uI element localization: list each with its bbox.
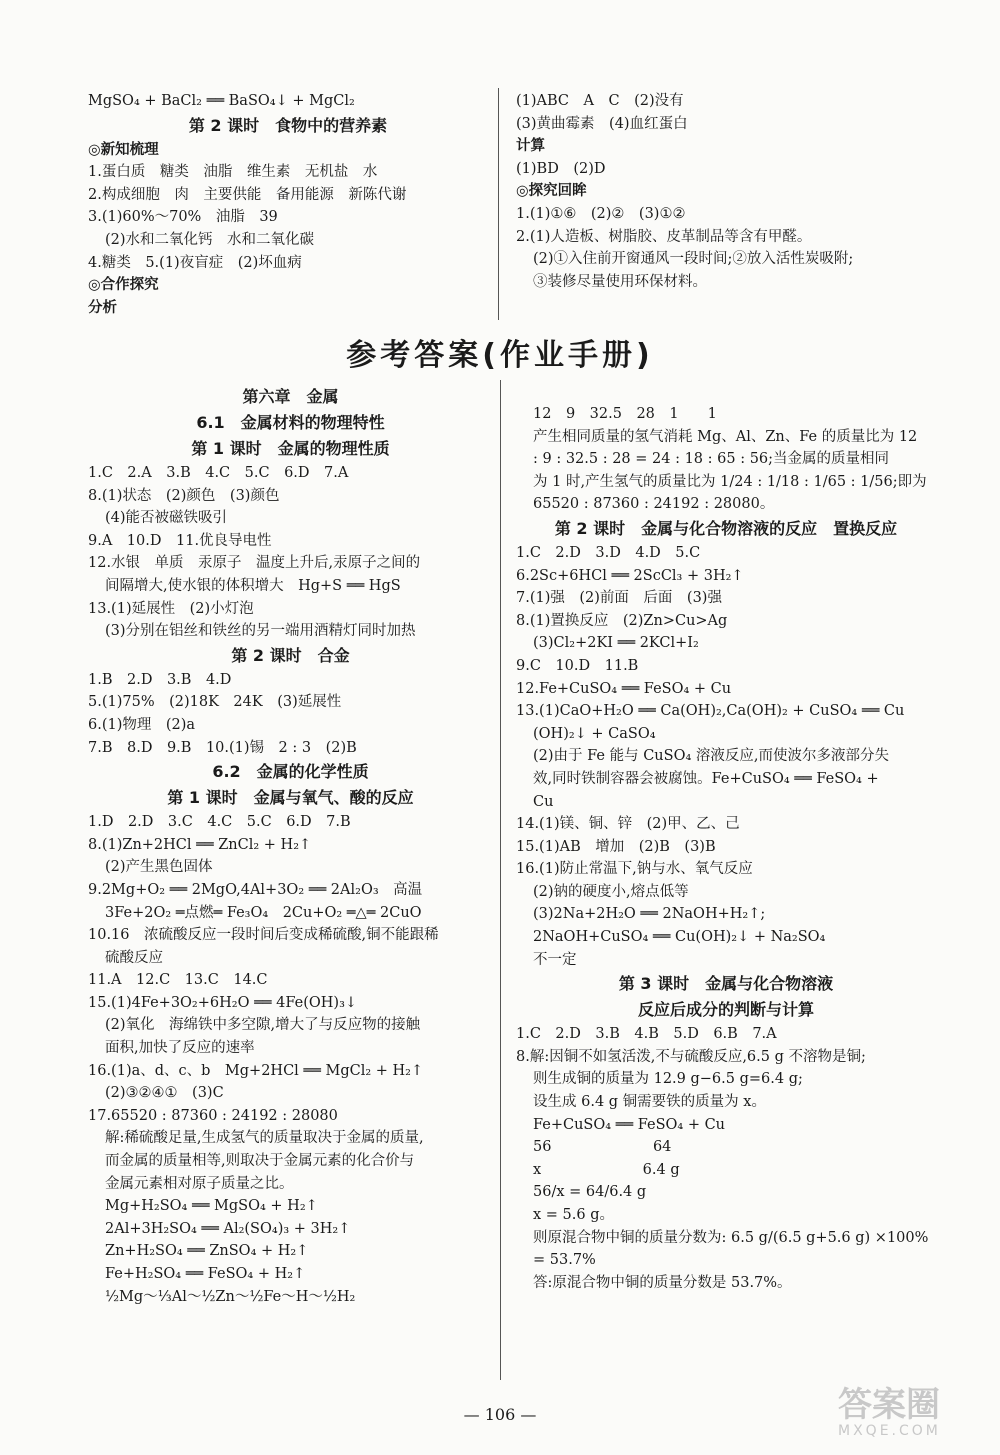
answer-line: 1.B 2.D 3.B 4.D <box>88 671 232 688</box>
answer-line: 9.2Mg+O₂ ══ 2MgO,4Al+3O₂ ══ 2Al₂O₃ 高温 <box>88 881 423 898</box>
answer-line: 分析 <box>88 299 117 316</box>
page-title: 参考答案(作业手册) <box>346 338 654 373</box>
answer-line: ◎合作探究 <box>88 277 159 294</box>
main-column-divider <box>500 380 501 1380</box>
answer-line: 效,同时铁制容器会被腐蚀。Fe+CuSO₄ ══ FeSO₄ + <box>533 770 879 787</box>
answer-line: (1)BD (2)D <box>516 160 606 177</box>
answer-line: (3)Cl₂+2KI ══ 2KCl+I₂ <box>533 635 699 652</box>
answer-line: 5.(1)75% (2)18K 24K (3)延展性 <box>88 694 342 711</box>
answer-line: 则原混合物中铜的质量分数为: 6.5 g/(6.5 g+5.6 g) ×100% <box>533 1229 929 1246</box>
answer-line: 10.16 浓硫酸反应一段时间后变成稀硫酸,铜不能跟稀 <box>88 927 439 944</box>
answer-line: 12.水银 单质 汞原子 温度上升后,汞原子之间的 <box>88 555 421 572</box>
answer-line: 3Fe+2O₂ ═点燃═ Fe₃O₄ 2Cu+O₂ ═△═ 2CuO <box>105 904 422 921</box>
answer-line: ③装修尽量使用环保材料。 <box>533 273 707 290</box>
answer-line: Mg+H₂SO₄ ══ MgSO₄ + H₂↑ <box>105 1198 318 1215</box>
answer-line: 6.(1)物理 (2)a <box>88 716 196 733</box>
answer-line: (2)钠的硬度小,熔点低等 <box>533 883 689 900</box>
answer-line: 7.(1)强 (2)前面 后面 (3)强 <box>516 590 722 607</box>
section-heading: 第 3 课时 金属与化合物溶液 <box>618 974 834 994</box>
answer-line: 2.(1)人造板、树脂胶、皮革制品等含有甲醛。 <box>516 228 812 245</box>
answer-line: 硫酸反应 <box>105 949 163 966</box>
answer-line: (2)产生黑色固体 <box>105 859 213 876</box>
answer-line: 3.(1)60%～70% 油脂 39 <box>88 209 278 226</box>
answer-line: 则生成铜的质量为 12.9 g−6.5 g=6.4 g; <box>533 1071 803 1088</box>
answer-line: 12.Fe+CuSO₄ ══ FeSO₄ + Cu <box>516 680 732 697</box>
answer-line: 1.蛋白质 糖类 油脂 维生素 无机盐 水 <box>88 164 378 181</box>
top-left-column <box>88 90 488 319</box>
answer-line: (2)氧化 海绵铁中多空隙,增大了与反应物的接触 <box>105 1017 421 1034</box>
answer-line: 13.(1)延展性 (2)小灯泡 <box>88 600 254 617</box>
section-heading: 第 1 课时 金属与氧气、酸的反应 <box>167 788 414 808</box>
answer-line: 2NaOH+CuSO₄ ══ Cu(OH)₂↓ + Na₂SO₄ <box>533 929 826 946</box>
section-heading: 第 1 课时 金属的物理性质 <box>191 439 390 458</box>
answer-line: (2)水和二氧化钙 水和二氧化碳 <box>105 231 315 248</box>
answer-line: 9.A 10.D 11.优良导电性 <box>88 532 272 549</box>
answer-line: Fe+H₂SO₄ ══ FeSO₄ + H₂↑ <box>105 1266 306 1282</box>
section-heading: 第 2 课时 合金 <box>231 645 350 665</box>
answer-line: (OH)₂↓ + CaSO₄ <box>533 725 656 742</box>
answer-line: = 53.7% <box>533 1252 596 1269</box>
left-answer-column <box>88 384 493 1308</box>
answer-line: 金属元素相对原子质量之比。 <box>105 1175 294 1192</box>
answer-line: 2.构成细胞 肉 主要供能 备用能源 新陈代谢 <box>88 186 407 203</box>
answer-line: 8.解:因铜不如氢活泼,不与硫酸反应,6.5 g 不溶物是铜; <box>516 1048 866 1065</box>
answer-line: 1.D 2.D 3.C 4.C 5.C 6.D 7.B <box>88 814 351 831</box>
top-column-divider <box>498 88 499 320</box>
right-answer-column <box>516 403 936 1294</box>
answer-line: (4)能否被磁铁吸引 <box>105 510 228 527</box>
answer-line: 1.C 2.A 3.B 4.C 5.C 6.D 7.A <box>88 465 349 481</box>
answer-line: 8.(1)状态 (2)颜色 (3)颜色 <box>88 487 280 504</box>
answer-line: (3)黄曲霉素 (4)血红蛋白 <box>516 115 688 132</box>
answer-line: 2Al+3H₂SO₄ ══ Al₂(SO₄)₃ + 3H₂↑ <box>105 1220 351 1237</box>
answer-line: (3)2Na+2H₂O ══ 2NaOH+H₂↑; <box>533 906 766 923</box>
answer-line: 设生成 6.4 g 铜需要铁的质量为 x。 <box>533 1094 766 1111</box>
answer-line: 1.C 2.D 3.B 4.B 5.D 6.B 7.A <box>516 1026 777 1043</box>
answer-line: (1)ABC A C (2)没有 <box>516 93 684 109</box>
page-number: — 106 — <box>463 1405 537 1424</box>
answer-line: 15.(1)AB 增加 (2)B (3)B <box>516 838 716 855</box>
answer-line: Cu <box>533 793 554 810</box>
answer-line: Fe+CuSO₄ ══ FeSO₄ + Cu <box>533 1116 726 1133</box>
answer-line: : 9 : 32.5 : 28 = 24 : 18 : 65 : 56;当金属的质量相同 <box>533 451 890 468</box>
answer-line: 为 1 时,产生氢气的质量比为 1/24 : 1/18 : 1/65 : 1/56;即为 <box>533 473 927 490</box>
answer-line: 产生相同质量的氢气消耗 Mg、Al、Zn、Fe 的质量比为 12 <box>533 428 918 445</box>
answer-line: 16.(1)防止常温下,钠与水、氧气反应 <box>516 861 753 878</box>
answer-line: 15.(1)4Fe+3O₂+6H₂O ══ 4Fe(OH)₃↓ <box>88 994 358 1011</box>
answer-line: 解:稀硫酸足量,生成氢气的质量取决于金属的质量, <box>105 1130 424 1147</box>
answer-line: 13.(1)CaO+H₂O ══ Ca(OH)₂,Ca(OH)₂ + CuSO₄ ══ Cu <box>516 703 905 720</box>
answer-line: 17.65520 : 87360 : 24192 : 28080 <box>88 1107 338 1124</box>
answer-line: ◎探究回眸 <box>516 183 587 200</box>
answer-line: Zn+H₂SO₄ ══ ZnSO₄ + H₂↑ <box>105 1243 309 1260</box>
watermark-url: MXQE.COM <box>838 1423 941 1439</box>
answer-line: ½Mg～⅓Al～½Zn～½Fe～H～½H₂ <box>105 1288 356 1305</box>
answer-line: 65520 : 87360 : 24192 : 28080。 <box>533 496 775 513</box>
answer-line: x 6.4 g <box>533 1161 680 1178</box>
section-heading: 第 2 课时 食物中的营养素 <box>188 115 388 135</box>
answer-line: 56 64 <box>533 1139 672 1156</box>
answer-line: ◎新知梳理 <box>88 141 159 158</box>
watermark-logo <box>838 1387 988 1447</box>
answer-line: 8.(1)置换反应 (2)Zn>Cu>Ag <box>516 612 728 629</box>
answer-line: 间隔增大,使水银的体积增大 Hg+S ══ HgS <box>105 577 401 594</box>
answer-line: 不一定 <box>533 951 577 968</box>
section-heading: 第六章 金属 <box>242 387 339 406</box>
answer-line: x = 5.6 g。 <box>533 1207 614 1223</box>
answer-line: 1.(1)①⑥ (2)② (3)①② <box>516 205 686 222</box>
answer-line: 4.糖类 5.(1)夜盲症 (2)坏血病 <box>88 254 302 271</box>
answer-line: MgSO₄ + BaCl₂ ══ BaSO₄↓ + MgCl₂ <box>88 93 355 109</box>
answer-line: 8.(1)Zn+2HCl ══ ZnCl₂ + H₂↑ <box>88 836 312 853</box>
answer-line: (2)③②④① (3)C <box>105 1085 224 1102</box>
answer-line: (2)①入住前开窗通风一段时间;②放入活性炭吸附; <box>533 251 854 268</box>
answer-line: 而金属的质量相等,则取决于金属元素的化合价与 <box>105 1153 415 1170</box>
watermark-text: 答案圈 <box>838 1385 940 1425</box>
top-right-column <box>516 90 936 293</box>
answer-line: (2)由于 Fe 能与 CuSO₄ 溶液反应,而使波尔多液部分失 <box>533 748 889 765</box>
answer-line: 14.(1)镁、铜、锌 (2)甲、乙、己 <box>516 816 740 833</box>
answer-line: (3)分别在铝丝和铁丝的另一端用酒精灯同时加热 <box>105 623 416 640</box>
answer-line: 7.B 8.D 9.B 10.(1)锡 2 : 3 (2)B <box>88 739 357 756</box>
answer-line: 计算 <box>516 138 545 155</box>
answer-line: 面积,加快了反应的速率 <box>105 1040 255 1057</box>
answer-line: 16.(1)a、d、c、b Mg+2HCl ══ MgCl₂ + H₂↑ <box>88 1062 424 1079</box>
answer-line: 6.2Sc+6HCl ══ 2ScCl₃ + 3H₂↑ <box>516 567 744 584</box>
answer-line: 1.C 2.D 3.D 4.D 5.C <box>516 544 701 561</box>
section-heading: 反应后成分的判断与计算 <box>637 1000 814 1020</box>
section-heading: 6.2 金属的化学性质 <box>212 762 369 782</box>
answer-line: 11.A 12.C 13.C 14.C <box>88 972 268 989</box>
answer-line: 56/x = 64/6.4 g <box>533 1184 647 1201</box>
answer-line: 12 9 32.5 28 1 1 <box>533 406 717 422</box>
section-heading: 第 2 课时 金属与化合物溶液的反应 置换反应 <box>554 518 898 538</box>
answer-line: 答:原混合物中铜的质量分数是 53.7%。 <box>533 1274 792 1291</box>
section-heading: 6.1 金属材料的物理特性 <box>196 413 385 432</box>
answer-line: 9.C 10.D 11.B <box>516 657 639 674</box>
